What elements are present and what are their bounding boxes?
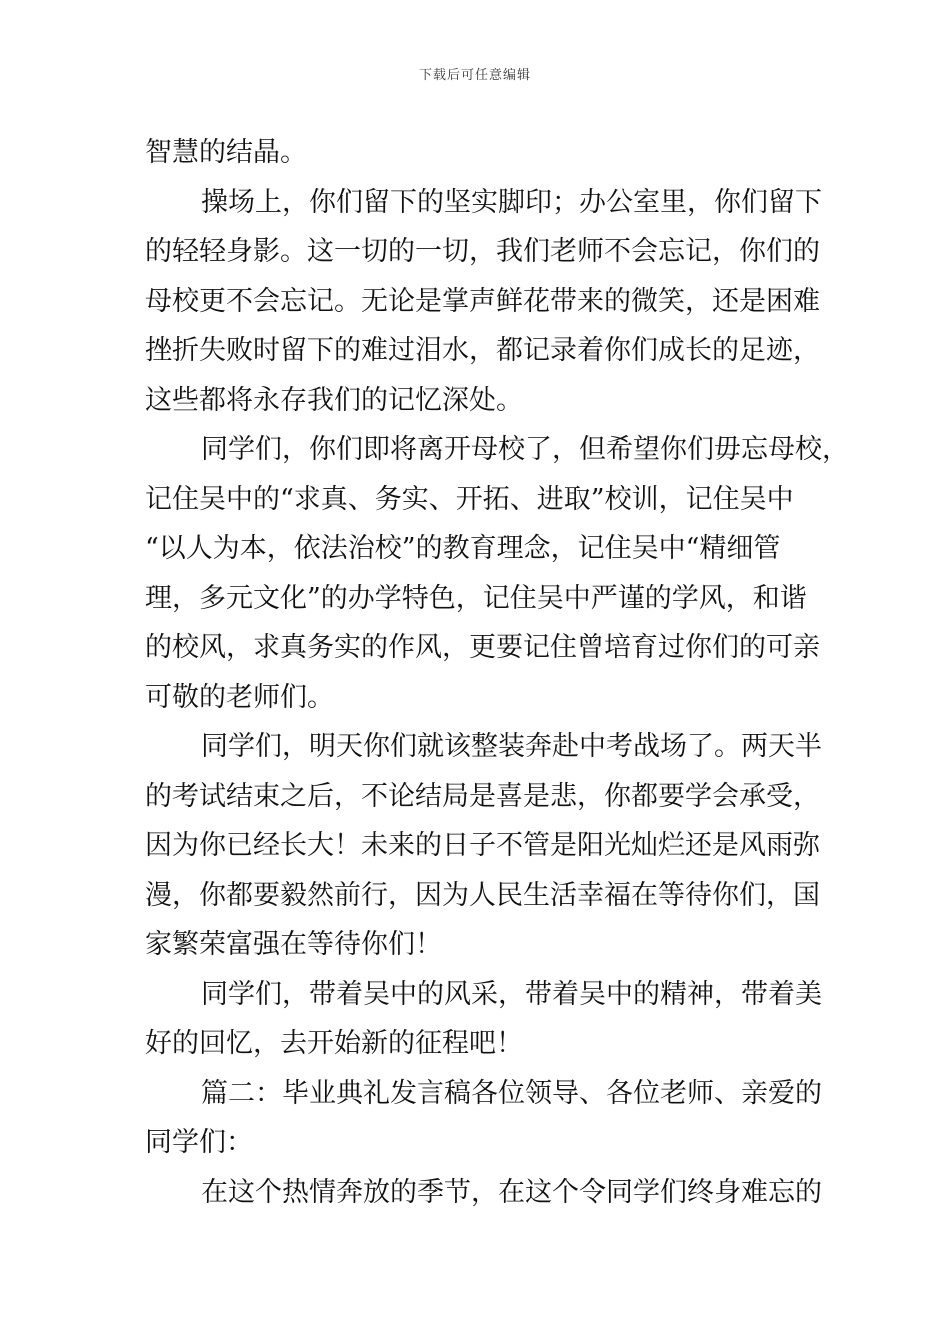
text-line: 因为你已经长大！未来的日子不管是阳光灿烂还是风雨弥 (145, 830, 820, 861)
text-line: 漫，你都要毅然前行，因为人民生活幸福在等待你们，国 (145, 879, 820, 911)
text-line: 理，多元文化”的办学特色，记住吴中严谨的学风，和谐 (145, 582, 807, 614)
text-line: 挫折失败时留下的难过泪水，都记录着你们成长的足迹， (145, 335, 820, 366)
section-heading-line: 篇二：毕业典礼发言稿各位领导、各位老师、亲爱的 (201, 1077, 822, 1109)
text-line: 家繁荣富强在等待你们！ (145, 929, 442, 960)
text-line: 记住吴中的“求真、务实、开拓、进取”校训，记住吴中 (145, 483, 794, 515)
text-line: 这些都将永存我们的记忆深处。 (145, 384, 523, 416)
text-line: 智慧的结晶。 (145, 137, 307, 168)
text-line: 同学们： (145, 1127, 253, 1158)
text-line: 的考试结束之后，不论结局是喜是悲，你都要学会承受， (145, 780, 820, 812)
text-line: 母校更不会忘记。无论是掌声鲜花带来的微笑，还是困难 (145, 285, 820, 317)
document-body (145, 128, 849, 1217)
text-line: 可敬的老师们。 (145, 681, 334, 713)
page-header: 下载后可任意编辑 (418, 68, 531, 83)
paragraph-start-line: 同学们，带着吴中的风采，带着吴中的精神，带着美 (201, 978, 822, 1010)
paragraph-start-line: 操场上，你们留下的坚实脚印；办公室里，你们留下 (201, 186, 822, 218)
text-line: “以人为本，依法治校”的教育理念，记住吴中“精细管 (145, 533, 781, 564)
text-line: 的轻轻身影。这一切的一切，我们老师不会忘记，你们的 (145, 236, 820, 267)
text-line: 的校风，求真务实的作风，更要记住曾培育过你们的可亲 (145, 632, 820, 663)
text-line: 好的回忆，去开始新的征程吧！ (145, 1028, 523, 1059)
paragraph-start-line: 同学们，你们即将离开母校了，但希望你们毋忘母校， (201, 434, 849, 465)
paragraph-start-line: 在这个热情奔放的季节，在这个令同学们终身难忘的 (201, 1176, 822, 1208)
paragraph-start-line: 同学们，明天你们就该整装奔赴中考战场了。两天半 (201, 731, 822, 762)
